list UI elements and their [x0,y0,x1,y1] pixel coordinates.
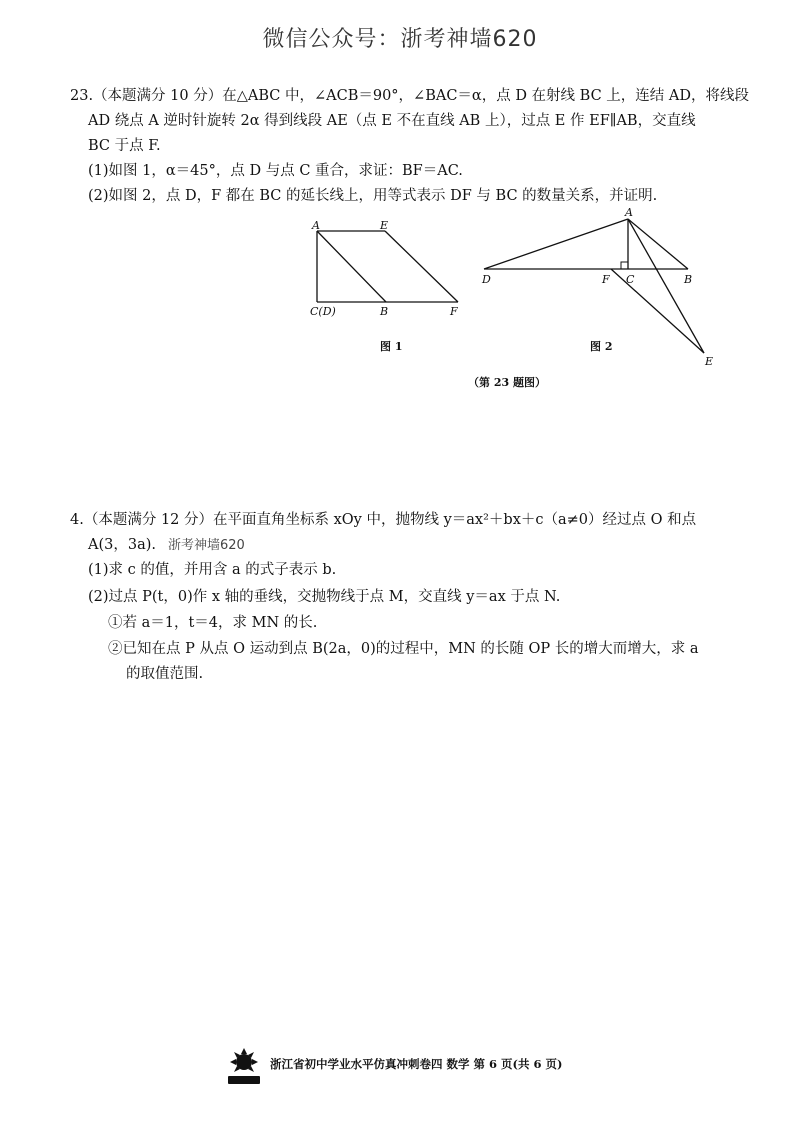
q24-sub2a: ②已知在点 P 从点 O 运动到点 B(2a，0)的过程中，MN 的长随 OP 长的增大而增大，求 a [108,641,699,657]
fig1-label-cd: C(D) [310,305,336,318]
fig2-label-c: C [626,273,635,286]
q24-part2: (2)过点 P(t，0)作 x 轴的垂线，交抛物线于点 M，交直线 y＝ax 于点 N. [88,589,561,605]
fig2-label-e: E [705,355,714,368]
q23-line2: AD 绕点 A 逆时针旋转 2α 得到线段 AE（点 E 不在直线 AB 上），过点 E 作 EF∥AB，交直线 [88,113,696,129]
fig1-segment-ab [317,231,386,302]
fig1-label-e: E [380,219,389,232]
fig2-label-d: D [482,273,491,286]
fig2-right-angle [621,262,628,269]
fig2-segment-ae [628,219,704,353]
q23-part2: (2)如图 2，点 D，F 都在 BC 的延长线上，用等式表示 DF 与 BC 的数量关系，并证明. [88,188,658,204]
q23-figure-caption: （第 23 题图） [468,376,546,389]
fig2-segment-ad [484,219,628,269]
fig1-label-f: F [450,305,458,318]
q23-part1: (1)如图 1，α＝45°，点 D 与点 C 重合，求证：BF＝AC. [88,163,463,179]
q24-line1: 4.（本题满分 12 分）在平面直角坐标系 xOy 中，抛物线 y＝ax²＋bx＋c（a≠0）经过点 O 和点 [70,512,697,528]
fig2-label-a: A [625,206,633,219]
q23-line1: 23.（本题满分 10 分）在△ABC 中，∠ACB＝90°，∠BAC＝α，点 D 在射线 BC 上，连结 AD，将线段 [70,88,749,104]
q24-part1: (1)求 c 的值，并用含 a 的式子表示 b. [88,562,337,578]
fig1-caption: 图 1 [380,340,403,353]
footer-text: 浙江省初中学业水平仿真冲刺卷四 数学 第 6 页(共 6 页) [270,1057,563,1071]
q23-line3: BC 于点 F. [88,138,161,154]
fig2-label-f: F [602,273,610,286]
q24-sub1: ①若 a＝1，t＝4，求 MN 的长. [108,615,318,631]
fig2-caption: 图 2 [590,340,613,353]
fig1-label-b: B [380,305,389,318]
publisher-logo-icon [222,1046,268,1088]
fig1-label-a: A [312,219,320,232]
q24-sub2b: 的取值范围. [126,666,204,682]
fig2-segment-ab [628,219,688,269]
q24-watermark: 浙考神墙620 [168,538,245,553]
header-watermark: 微信公众号：浙考神墙620 [262,27,538,52]
fig2-label-b: B [684,273,693,286]
figure-1 [300,218,480,328]
q24-line2: A(3，3a). [88,537,156,553]
fig1-segment-ef [385,231,458,302]
